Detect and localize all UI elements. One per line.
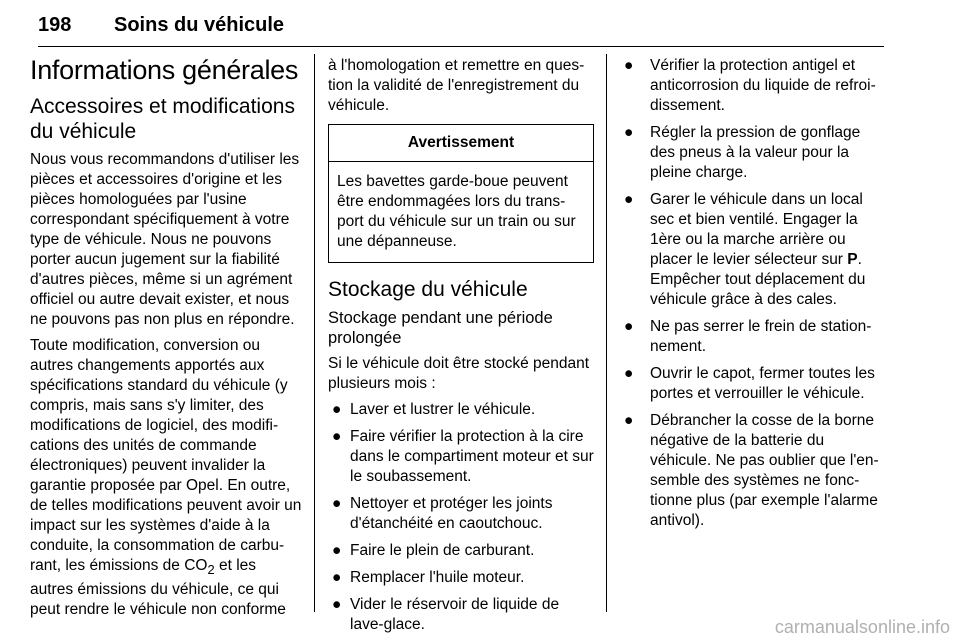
bullet-icon: ●: [332, 428, 342, 445]
subscript: 2: [207, 562, 215, 578]
subsection-heading: Stockage pendant une période prolongée: [328, 309, 553, 347]
list-item: ● Vider le réservoir de liquide de lave-glace.: [332, 596, 560, 633]
bullet-icon: ●: [332, 569, 342, 586]
bullet-icon: ●: [332, 401, 342, 418]
list-item: ● Régler la pression de gonflage des pneus à la valeur pour la pleine charge.: [624, 124, 861, 181]
list-item: ● Ouvrir le capot, fermer toutes les portes et verrouiller le véhicule.: [624, 365, 875, 402]
watermark: carmanualsonline.info: [774, 617, 950, 637]
list-item: ● Vérifier la protection antigel et anticorrosion du liquide de refroi-dissement.: [624, 57, 876, 114]
list-item: ● Nettoyer et protéger les joints d'étanchéité en caoutchouc.: [332, 495, 553, 532]
page-number: 198: [38, 14, 72, 36]
bullet-icon: ●: [332, 495, 342, 512]
bullet-icon: ●: [624, 365, 634, 382]
running-title: Soins du véhicule: [114, 14, 285, 36]
warning-text: Les bavettes garde-boue peuvent être endommagées lors du trans-port du véhicule sur un train ou sur une dépanneuse.: [337, 173, 576, 250]
bullet-icon: ●: [624, 124, 634, 141]
section-heading: Stockage du véhicule: [328, 278, 528, 301]
column-middle: [328, 57, 594, 642]
column-separator: [314, 54, 315, 612]
list-item: ● Remplacer l'huile moteur.: [332, 569, 525, 586]
list-item: ● Faire vérifier la protection à la cire dans le compartiment moteur et sur le soubassement.: [332, 428, 594, 485]
selector-position-p: P: [847, 251, 858, 268]
bullet-icon: ●: [624, 318, 634, 335]
list-item: ● Ne pas serrer le frein de station-nement.: [624, 318, 872, 355]
list-item: ● Garer le véhicule dans un local sec et bien ventilé. Engager la 1ère ou la marche arrière ou placer le levier sélecteur sur P. Empêcher tout déplacement du véhicule grâce à des cales.: [624, 191, 866, 308]
warning-title: Avertissement: [329, 125, 593, 162]
bullet-icon: ●: [624, 412, 634, 429]
bullet-list: [618, 56, 886, 531]
paragraph: Toute modification, conversion ou autres changements apportés aux spécifications standard du véhicule (y compris, mais sans s'y limiter, des modifications de logiciel, des modifi-cations des unités de commande électroniques) peuvent invalider la garantie proposée par Opel. En outre, de telles modifications peuvent avoir un impact sur les systèmes d'aide à la conduite, la consommation de carbu-rant, les émissions de $CO_2$ et les autres émissions du véhicule, ce qui peut rendre le véhicule non conforme: [30, 337, 302, 619]
bullet-list: [328, 400, 594, 635]
warning-box: [328, 124, 594, 263]
section-heading: Informations générales: [30, 55, 299, 85]
bullet-icon: ●: [624, 191, 634, 208]
column-right: [618, 57, 886, 538]
bullet-icon: ●: [332, 542, 342, 559]
paragraph: Nous vous recommandons d'utiliser les pièces et accessoires d'origine et les pièces homologuées par l'usine correspondant spécifiquement à votre type de véhicule. Nous ne pouvons porter aucun jugement sur la fiabilité d'autres pièces, même si un agrément officiel ou autre devait exister, et nous ne pouvons pas non plus en répondre.: [30, 151, 300, 328]
subsection-heading: Accessoires et modifications du véhicule: [30, 95, 295, 143]
page-header: [38, 0, 884, 50]
bullet-icon: ●: [332, 596, 342, 613]
bullet-icon: ●: [624, 57, 634, 74]
list-item: ● Débrancher la cosse de la borne négative de la batterie du véhicule. Ne pas oublier que l'en-semble des systèmes ne fonc-tionne plus (par exemple l'alarme antivol).: [624, 412, 879, 529]
list-item: ● Faire le plein de carburant.: [332, 542, 535, 559]
column-separator: [606, 54, 607, 612]
column-left: [30, 55, 302, 626]
list-item: ● Laver et lustrer le véhicule.: [332, 401, 536, 418]
paragraph: Si le véhicule doit être stocké pendant plusieurs mois :: [328, 355, 590, 392]
header-rule: [38, 46, 884, 47]
paragraph: à l'homologation et remettre en ques-tion la validité de l'enregistrement du véhicule.: [328, 57, 585, 114]
